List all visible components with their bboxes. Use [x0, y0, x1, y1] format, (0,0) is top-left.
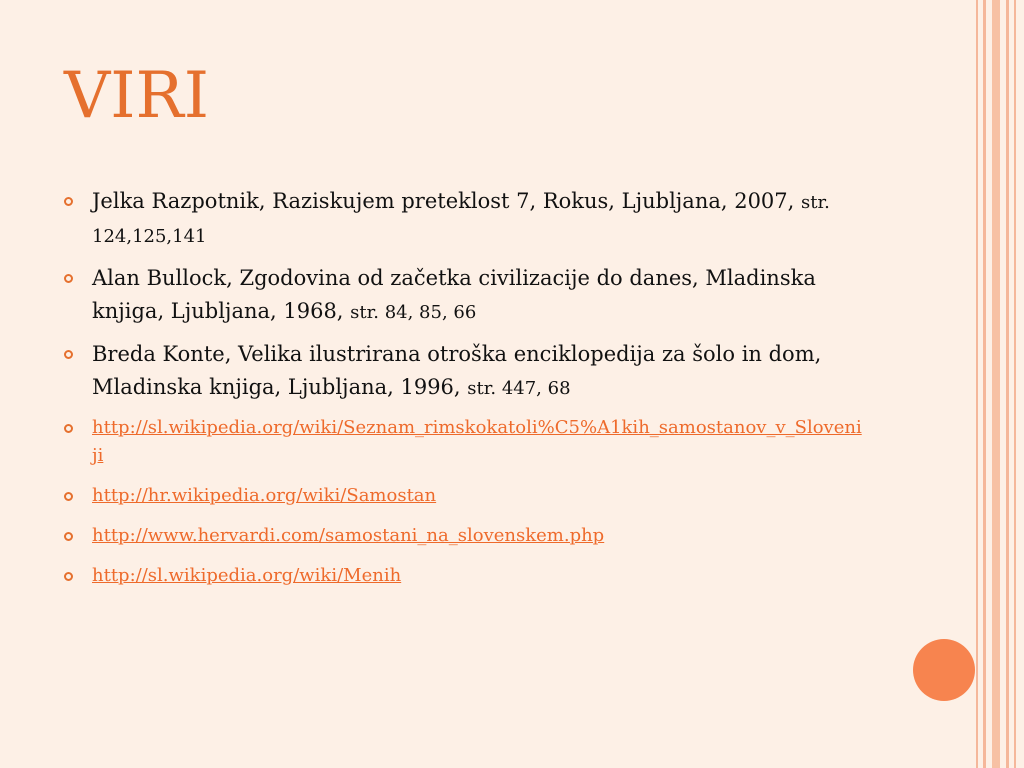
bullet-icon [64, 492, 73, 501]
link-item [64, 414, 864, 470]
source-item [64, 185, 864, 253]
decorative-circle [913, 639, 975, 701]
bullet-icon [64, 532, 73, 541]
bullet-icon [64, 197, 73, 206]
source-item [64, 338, 864, 405]
source-link[interactable]: http://hr.wikipedia.org/wiki/Samostan [92, 485, 437, 506]
sources-list [64, 185, 864, 602]
source-item [64, 262, 864, 329]
source-text: Alan Bullock, Zgodovina od začetka civilizacije do danes, Mladinska knjiga, Ljubljana, 1968, [92, 266, 816, 323]
decorative-stripes [976, 0, 1024, 768]
bullet-icon [64, 274, 73, 283]
bullet-icon [64, 572, 73, 581]
stripe [992, 0, 1000, 768]
source-text: Jelka Razpotnik, Raziskujem preteklost 7, Rokus, Ljubljana, 2007, [92, 189, 802, 213]
source-link[interactable]: http://sl.wikipedia.org/wiki/Seznam_rimskokatoli%C5%A1kih_samostanov_v_Sloveniji [92, 417, 862, 466]
source-pages: str. 124,125,141 [92, 192, 830, 247]
source-pages: str. 447, 68 [467, 378, 571, 399]
link-item [64, 562, 864, 590]
stripe [976, 0, 978, 768]
stripe [983, 0, 986, 768]
source-link[interactable]: http://www.hervardi.com/samostani_na_slovenskem.php [92, 525, 605, 546]
source-text: Breda Konte, Velika ilustrirana otroška enciklopedija za šolo in dom, Mladinska knjiga, Ljubljana, 1996, [92, 342, 822, 399]
link-item [64, 522, 864, 550]
stripe [1014, 0, 1016, 768]
link-item [64, 482, 864, 510]
stripe [1006, 0, 1009, 768]
bullet-icon [64, 350, 73, 359]
bullet-icon [64, 424, 73, 433]
slide-title: VIRI [64, 59, 209, 133]
source-link[interactable]: http://sl.wikipedia.org/wiki/Menih [92, 565, 402, 586]
source-pages: str. 84, 85, 66 [350, 302, 477, 323]
